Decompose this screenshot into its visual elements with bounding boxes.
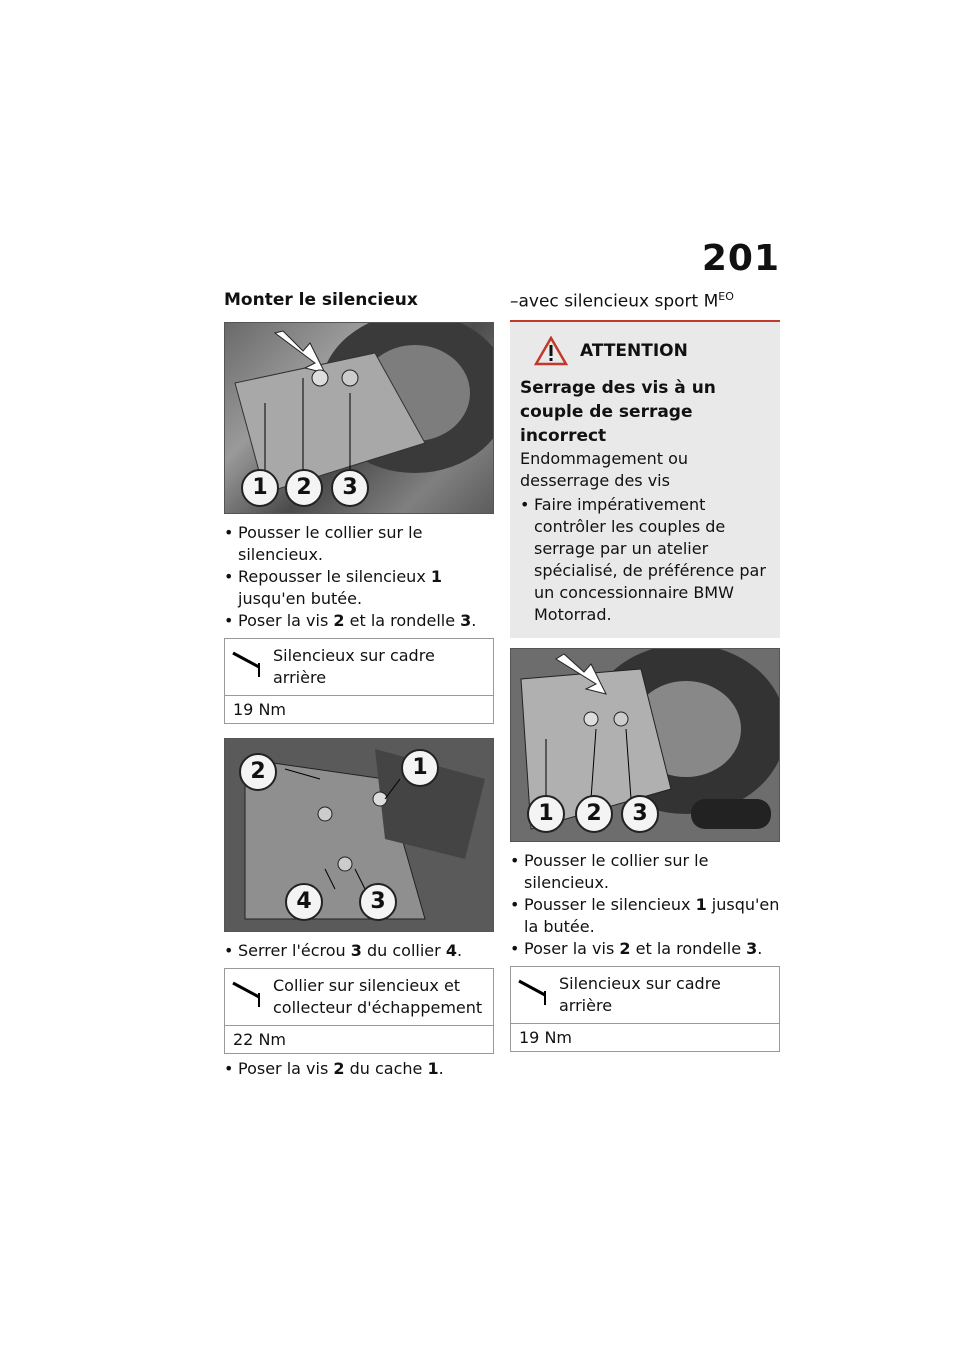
torque-value: 22 Nm [233, 1030, 286, 1049]
torque-value: 19 Nm [233, 700, 286, 719]
step-item: • Poser la vis 2 et la rondelle 3. [224, 610, 494, 632]
section-heading: Monter le silencieux [224, 290, 418, 310]
torque-wrench-icon [231, 649, 267, 679]
step-item: • Repousser le silencieux 1 jusqu'en butée. [224, 566, 494, 610]
steps-list-2 [224, 940, 494, 962]
warning-title: ATTENTION [580, 340, 688, 361]
steps-list-3 [224, 1058, 494, 1080]
step-item: • Pousser le collier sur le silencieux. [510, 850, 780, 894]
variant-heading: –avec silencieux sport $M^{EO}$ [510, 290, 734, 312]
page-number: 201 [701, 238, 780, 279]
torque-label: Silencieux sur cadre arrière [559, 973, 721, 1015]
steps-list-right [510, 850, 780, 960]
step-item: • Poser la vis 2 et la rondelle 3. [510, 938, 780, 960]
figure-sport-silencer-mount [510, 648, 780, 842]
callout-2: 2 [575, 795, 613, 833]
torque-wrench-icon [231, 979, 267, 1009]
torque-spec-2 [224, 968, 494, 1054]
figure-collar-mount [224, 738, 494, 932]
torque-wrench-icon [517, 977, 553, 1007]
callout-4: 4 [285, 883, 323, 921]
left-column [224, 290, 494, 1086]
callout-1: 1 [241, 469, 279, 507]
warning-action-item: • Faire impérativement contrôler les couples de serrage par un atelier spécialisé, de préférence par un concessionnaire BMW Motorrad. [520, 494, 770, 626]
step-item: • Pousser le collier sur le silencieux. [224, 522, 494, 566]
warning-headline: Serrage des vis à un couple de serrage incorrect [520, 377, 716, 446]
warning-consequence: Endommagement ou desserrage des vis [520, 448, 689, 490]
right-column [510, 290, 780, 1066]
callout-2: 2 [239, 753, 277, 791]
callout-1: 1 [527, 795, 565, 833]
torque-label: Silencieux sur cadre arrière [273, 646, 435, 687]
warning-triangle-icon [534, 336, 568, 366]
torque-label: Collier sur silencieux et collecteur d'échappement [273, 976, 483, 1017]
warning-actions [520, 494, 770, 626]
callout-2: 2 [285, 469, 323, 507]
torque-spec-1 [224, 638, 494, 724]
callout-3: 3 [359, 883, 397, 921]
step-item: • Pousser le silencieux 1 jusqu'en la butée. [510, 894, 780, 938]
callout-3: 3 [331, 469, 369, 507]
steps-list-1 [224, 522, 494, 632]
warning-box [510, 320, 780, 638]
callout-3: 3 [621, 795, 659, 833]
callout-1: 1 [401, 749, 439, 787]
step-item: • Serrer l'écrou 3 du collier 4. [224, 940, 494, 962]
torque-value: 19 Nm [519, 1027, 572, 1047]
figure-silencer-mount [224, 322, 494, 514]
torque-spec-right [510, 966, 780, 1052]
step-item: • Poser la vis 2 du cache 1. [224, 1058, 494, 1080]
